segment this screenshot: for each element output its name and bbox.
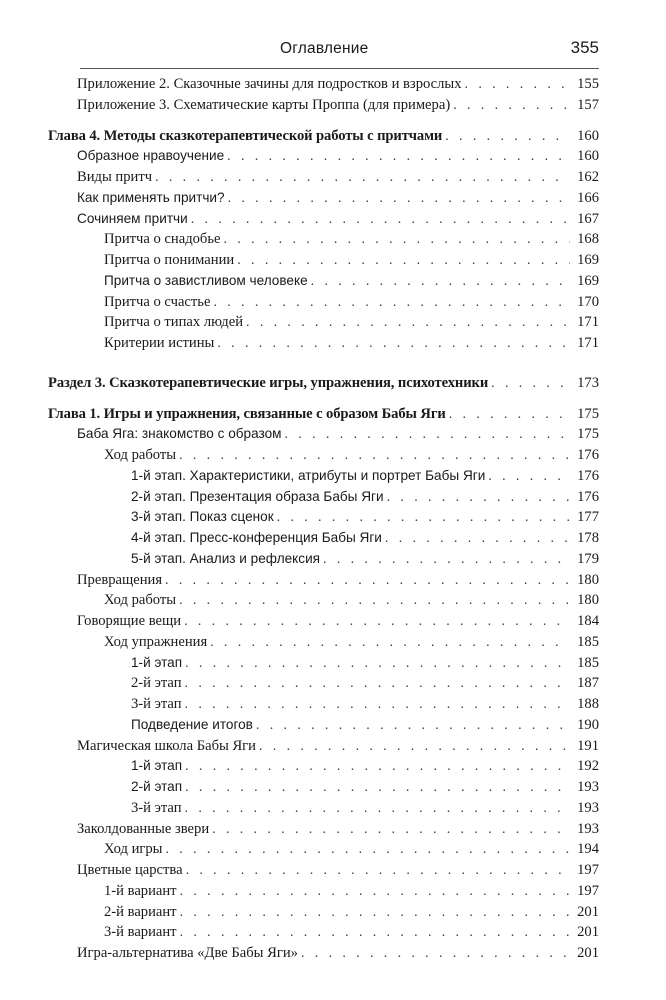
- toc-entry-page: 166: [577, 189, 599, 206]
- dot-leader: [445, 127, 570, 148]
- toc-entry-page: 168: [577, 231, 599, 248]
- toc-entry-page: 194: [577, 841, 599, 858]
- dot-leader: [155, 168, 570, 189]
- toc-entry-page: 197: [577, 862, 599, 878]
- toc-entry: [48, 209, 599, 230]
- toc-entry: [48, 632, 599, 653]
- toc-entry: [48, 312, 599, 333]
- dot-leader: [165, 571, 570, 592]
- toc-entry-title: Образное нравоучение: [77, 148, 225, 164]
- toc-entry-page: 169: [577, 272, 599, 289]
- toc-entry: [48, 611, 599, 632]
- toc-entry: [48, 860, 599, 881]
- toc-entry-title: Приложение 3. Схематические карты Проппа (для примера): [77, 96, 451, 113]
- toc-entry: [48, 881, 599, 902]
- dot-leader: [488, 467, 570, 488]
- toc-entry: [48, 922, 599, 943]
- toc-entry-title: Говорящие вещи: [77, 613, 182, 629]
- toc-entry-title: 3-й этап. Показ сценок: [131, 509, 274, 525]
- dot-leader: [227, 147, 570, 168]
- toc-entry-page: 185: [577, 654, 599, 671]
- toc-entry-page: 175: [577, 426, 599, 443]
- toc-entry: [48, 694, 599, 715]
- toc-entry-title: 2-й этап: [131, 779, 183, 794]
- toc-entry: [48, 528, 599, 549]
- running-title: Оглавление: [280, 40, 369, 57]
- dot-leader: [285, 425, 571, 446]
- toc-entry: [48, 715, 599, 736]
- dot-leader: [212, 820, 570, 841]
- toc-entry-title: Ход работы: [104, 447, 177, 463]
- toc-entry: [48, 424, 599, 445]
- toc-entry: [48, 839, 599, 860]
- toc-entry: [48, 653, 599, 674]
- dot-leader: [185, 654, 570, 675]
- dot-leader: [277, 508, 570, 529]
- toc-entry-page: 162: [577, 169, 599, 185]
- toc-entry-title: 3-й этап: [131, 799, 182, 816]
- toc-entry-title: Подведение итогов: [131, 716, 253, 732]
- toc-entry-title: Магическая школа Бабы Яги: [77, 737, 256, 754]
- toc-entry-page: 176: [577, 467, 599, 484]
- toc-entry: [48, 590, 599, 611]
- toc-entry-title: Превращения: [77, 571, 163, 588]
- toc-entry: [48, 126, 599, 147]
- toc-entry: [48, 943, 599, 964]
- table-of-contents: [48, 74, 599, 964]
- toc-entry: [48, 798, 599, 819]
- toc-entry-page: 178: [577, 530, 599, 546]
- toc-entry: [48, 292, 599, 313]
- toc-entry-title: Глава 1. Игры и упражнения, связанные с образом Бабы Яги: [48, 405, 446, 422]
- toc-entry: [48, 549, 599, 570]
- toc-entry-title: 4-й этап. Пресс-конференция Бабы Яги: [131, 530, 382, 545]
- toc-entry: [48, 229, 599, 250]
- toc-entry-page: 176: [577, 488, 599, 505]
- toc-entry-title: Притча о завистливом человеке: [104, 272, 308, 288]
- dot-leader: [223, 230, 570, 251]
- dot-leader: [179, 446, 570, 467]
- dot-leader: [180, 923, 570, 944]
- dot-leader: [256, 716, 570, 737]
- dot-leader: [449, 405, 570, 426]
- toc-entry-page: 171: [577, 335, 599, 351]
- toc-entry-title: 5-й этап. Анализ и рефлексия: [131, 550, 321, 566]
- dot-leader: [179, 591, 570, 612]
- page-header: [80, 34, 599, 69]
- dot-leader: [311, 272, 570, 293]
- toc-entry-title: Приложение 2. Сказочные зачины для подростков и взрослых: [77, 76, 462, 92]
- toc-entry-title: Притча о снадобье: [104, 231, 221, 248]
- dot-leader: [213, 293, 570, 314]
- dot-leader: [191, 210, 570, 231]
- toc-entry-page: 193: [577, 820, 599, 837]
- dot-leader: [491, 374, 570, 395]
- toc-entry-page: 176: [577, 447, 599, 463]
- page-number: 355: [570, 38, 599, 57]
- toc-entry-page: 201: [577, 945, 599, 961]
- toc-entry: [48, 756, 599, 777]
- toc-entry-title: Глава 4. Методы сказкотерапевтической работы с притчами: [48, 127, 443, 144]
- toc-entry-title: Заколдованные звери: [77, 820, 210, 837]
- dot-leader: [180, 882, 570, 903]
- toc-entry-title: 2-й вариант: [104, 903, 177, 920]
- toc-entry-title: 2-й этап: [131, 675, 182, 692]
- toc-entry: [48, 736, 599, 757]
- dot-leader: [185, 695, 570, 716]
- toc-entry: [48, 507, 599, 528]
- toc-entry-title: Игра-альтернатива «Две Бабы Яги»: [77, 945, 298, 961]
- dot-leader: [184, 612, 570, 633]
- toc-entry: [48, 902, 599, 923]
- toc-entry-page: 187: [577, 675, 599, 692]
- dot-leader: [185, 799, 570, 820]
- toc-entry-title: Критерии истины: [104, 335, 215, 351]
- toc-entry-title: Ход упражнения: [104, 633, 208, 650]
- toc-entry-title: Ход работы: [104, 592, 177, 609]
- toc-entry-page: 179: [577, 550, 599, 567]
- toc-entry-page: 157: [577, 96, 599, 113]
- dot-leader: [465, 75, 570, 96]
- toc-entry-page: 180: [577, 592, 599, 609]
- dot-leader: [186, 861, 570, 882]
- dot-leader: [259, 737, 570, 758]
- toc-entry: [48, 167, 599, 188]
- toc-entry-page: 167: [577, 210, 599, 227]
- dot-leader: [385, 529, 570, 550]
- toc-entry-page: 173: [577, 374, 599, 391]
- toc-entry-title: Притча о типах людей: [104, 314, 244, 331]
- toc-entry-page: 188: [577, 696, 599, 712]
- dot-leader: [237, 251, 570, 272]
- toc-entry-page: 169: [577, 252, 599, 268]
- toc-entry: [48, 146, 599, 167]
- toc-entry: [48, 74, 599, 95]
- toc-entry: [48, 777, 599, 798]
- dot-leader: [453, 96, 570, 117]
- toc-entry: [48, 487, 599, 508]
- toc-entry: [48, 271, 599, 292]
- toc-entry-page: 177: [577, 509, 599, 526]
- toc-entry-title: 3-й вариант: [104, 924, 177, 941]
- toc-entry-title: Виды притч: [77, 169, 153, 185]
- toc-entry-page: 155: [577, 76, 599, 92]
- toc-entry-page: 185: [577, 633, 599, 650]
- toc-entry-page: 171: [577, 314, 599, 331]
- dot-leader: [387, 488, 570, 509]
- toc-entry-title: Притча о счастье: [104, 293, 211, 310]
- dot-leader: [323, 550, 570, 571]
- toc-entry-page: 191: [577, 737, 599, 754]
- dot-leader: [228, 189, 570, 210]
- toc-entry-title: 1-й этап: [131, 758, 183, 774]
- toc-entry-page: 192: [577, 758, 599, 775]
- toc-entry-title: 1-й этап. Характеристики, атрибуты и портрет Бабы Яги: [131, 467, 486, 483]
- dot-leader: [301, 944, 570, 965]
- toc-entry: [48, 466, 599, 487]
- toc-entry: [48, 819, 599, 840]
- toc-entry-page: 160: [577, 148, 599, 165]
- toc-entry-title: 1-й этап: [131, 654, 183, 670]
- dot-leader: [185, 674, 570, 695]
- toc-entry-title: 3-й этап: [131, 696, 182, 712]
- dot-leader: [210, 633, 570, 654]
- toc-entry-page: 201: [577, 903, 599, 920]
- toc-entry: [48, 373, 599, 394]
- toc-entry-title: 1-й вариант: [104, 882, 177, 899]
- toc-entry: [48, 404, 599, 425]
- toc-entry: [48, 95, 599, 116]
- toc-entry: [48, 188, 599, 209]
- toc-entry-title: Притча о понимании: [104, 252, 235, 268]
- toc-entry-page: 170: [577, 293, 599, 310]
- toc-entry-page: 193: [577, 799, 599, 816]
- toc-entry-page: 201: [577, 924, 599, 941]
- toc-entry-page: 160: [577, 127, 599, 144]
- toc-entry-title: 2-й этап. Презентация образа Бабы Яги: [131, 488, 384, 504]
- toc-entry-title: Цветные царства: [77, 862, 183, 878]
- dot-leader: [246, 313, 570, 334]
- toc-entry-page: 190: [577, 716, 599, 733]
- dot-leader: [180, 903, 570, 924]
- dot-leader: [185, 778, 570, 799]
- toc-entry-page: 193: [577, 779, 599, 795]
- toc-entry: [48, 333, 599, 354]
- toc-entry-page: 184: [577, 613, 599, 629]
- toc-entry: [48, 250, 599, 271]
- dot-leader: [217, 334, 570, 355]
- dot-leader: [165, 840, 570, 861]
- toc-entry-title: Ход игры: [104, 841, 163, 858]
- toc-entry-title: Как применять притчи?: [77, 189, 225, 205]
- toc-entry: [48, 570, 599, 591]
- toc-entry-title: Сочиняем притчи: [77, 210, 188, 226]
- toc-entry-page: 197: [577, 882, 599, 899]
- dot-leader: [185, 757, 570, 778]
- toc-entry-title: Раздел 3. Сказкотерапевтические игры, упражнения, психотехники: [48, 374, 489, 391]
- toc-entry-title: Баба Яга: знакомство с образом: [77, 426, 282, 442]
- toc-entry: [48, 445, 599, 466]
- toc-entry-page: 180: [577, 571, 599, 588]
- toc-entry: [48, 673, 599, 694]
- toc-entry-page: 175: [577, 405, 599, 422]
